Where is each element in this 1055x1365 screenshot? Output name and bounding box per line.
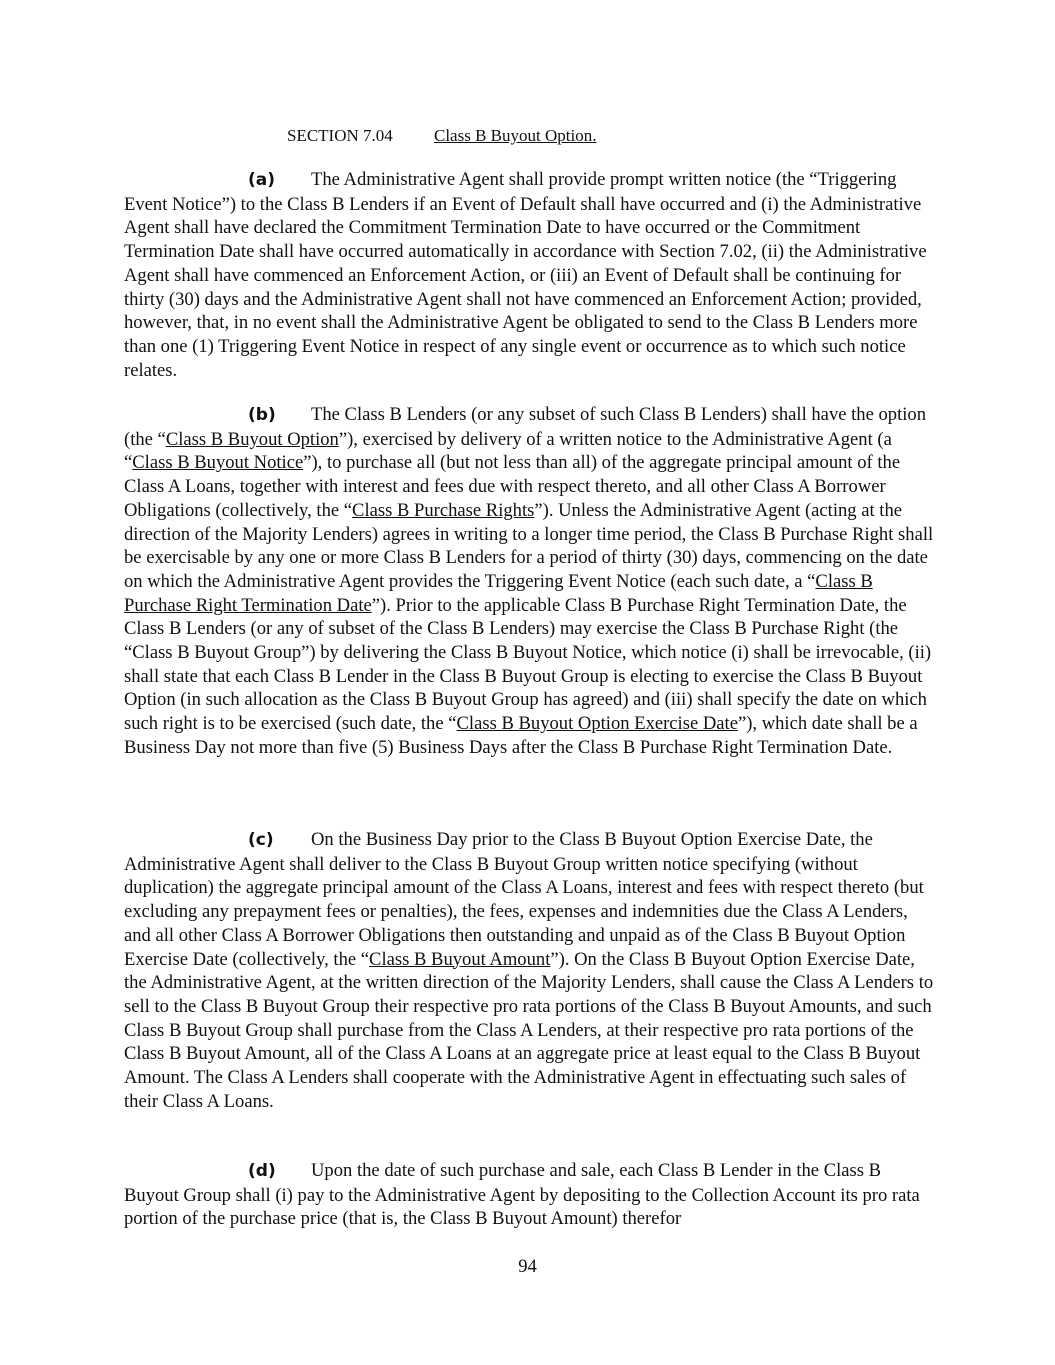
paragraph-b-text: ”), exercised by delivery of a written notice to the Administrative Agent (a “ (124, 428, 892, 474)
paragraph-a-label: (a) (248, 170, 276, 190)
defined-term-purchase-rights: Class B Purchase Rights (352, 499, 535, 521)
page-number: 94 (518, 1256, 537, 1277)
section-title: Class B Buyout Option. (434, 126, 597, 145)
section-number: SECTION 7.04 (287, 126, 393, 145)
section-heading (287, 125, 596, 147)
paragraph-b-text: ”), which date shall be a Business Day not more than five (5) Business Days after the Class B Purchase Right Termination Date. (124, 713, 918, 758)
paragraph-a (124, 168, 934, 382)
defined-term-buyout-amount: Class B Buyout Amount (369, 948, 551, 970)
paragraph-c-text: On the Business Day prior to the Class B Buyout Option Exercise Date, the Administrative Agent shall deliver to the Class B Buyout Group written notice specifying (without duplication) the aggregate principal amount of the Class A Loans, interest and fees with respect thereto (but excluding any prepayment fees or penalties), the fees, expenses and indemnities due the Class A Lenders, and all other Class A Borrower Obligations then outstanding and unpaid as of the Class B Buyout Option Exercise Date (collectively, the “ (124, 829, 924, 970)
paragraph-b-text: The Class B Lenders (or any subset of such Class B Lenders) shall have the option (the “ (124, 404, 927, 450)
defined-term-termination-date: Class B Purchase Right Termination Date (124, 570, 873, 616)
paragraph-b-label: (b) (248, 405, 276, 425)
defined-term-exercise-date: Class B Buyout Option Exercise Date (456, 713, 738, 735)
paragraph-b-text: ”). Unless the Administrative Agent (acting at the direction of the Majority Lenders) agrees in writing to a longer time period, the Class B Purchase Right shall be exercisable by any one or more Class B Lenders for a period of thirty (30) days, commencing on the date on which the Administrative Agent provides the Triggering Event Notice (each such date, a “ (124, 499, 934, 592)
defined-term-buyout-option: Class B Buyout Option (165, 428, 339, 450)
paragraph-b (124, 403, 934, 760)
paragraph-c-text: ”). On the Class B Buyout Option Exercise Date, the Administrative Agent, at the written direction of the Majority Lenders, shall cause the Class A Lenders to sell to the Class B Buyout Group their respective pro rata portions of the Class B Buyout Amounts, and such Class B Buyout Group shall purchase from the Class A Lenders, at their respective pro rata portions of the Class B Buyout Amount, all of the Class A Loans at an aggregate price at least equal to the Class B Buyout Amount. The Class A Lenders shall cooperate with the Administrative Agent in effectuating such sales of their Class A Loans. (124, 948, 934, 1112)
paragraph-d-text: Upon the date of such purchase and sale, each Class B Lender in the Class B Buyout Group shall (i) pay to the Administrative Agent by depositing to the Collection Account its pro rata portion of the purchase price (that is, the Class B Buyout Amount) therefor (124, 1160, 920, 1230)
paragraph-b-text: ”). Prior to the applicable Class B Purchase Right Termination Date, the Class B Lenders (or any of subset of the Class B Lenders) may exercise the Class B Purchase Right (the “Class B Buyout Group”) by delivering the Class B Buyout Notice, which notice (i) shall be irrevocable, (ii) shall state that each Class B Lender in the Class B Buyout Group is electing to exercise the Class B Buyout Option (in such allocation as the Class B Buyout Group has agreed) and (iii) shall specify the date on which such right is to be exercised (such date, the “ (124, 594, 932, 735)
paragraph-c-label: (c) (248, 830, 274, 850)
paragraph-d (124, 1159, 934, 1231)
paragraph-a-text: The Administrative Agent shall provide prompt written notice (the “Triggering Event Notice”) to the Class B Lenders if an Event of Default shall have occurred and (i) the Administrative Agent shall have declared the Commitment Termination Date to have occurred or the Commitment Termination Date shall have occurred automatically in accordance with Section 7.02, (ii) the Administrative Agent shall have commenced an Enforcement Action, or (iii) an Event of Default shall be continuing for thirty (30) days and the Administrative Agent shall not have commenced an Enforcement Action; provided, however, that, in no event shall the Administrative Agent be obligated to send to the Class B Lenders more than one (1) Triggering Event Notice in respect of any single event or occurrence as to which such notice relates. (124, 169, 927, 381)
paragraph-d-label: (d) (248, 1161, 276, 1181)
paragraph-c (124, 828, 934, 1113)
paragraph-b-text: ”), to purchase all (but not less than all) of the aggregate principal amount of the Class A Loans, together with interest and fees due with respect thereto, and all other Class A Borrower Obligations (collectively, the “ (124, 452, 901, 521)
defined-term-buyout-notice: Class B Buyout Notice (132, 452, 304, 474)
